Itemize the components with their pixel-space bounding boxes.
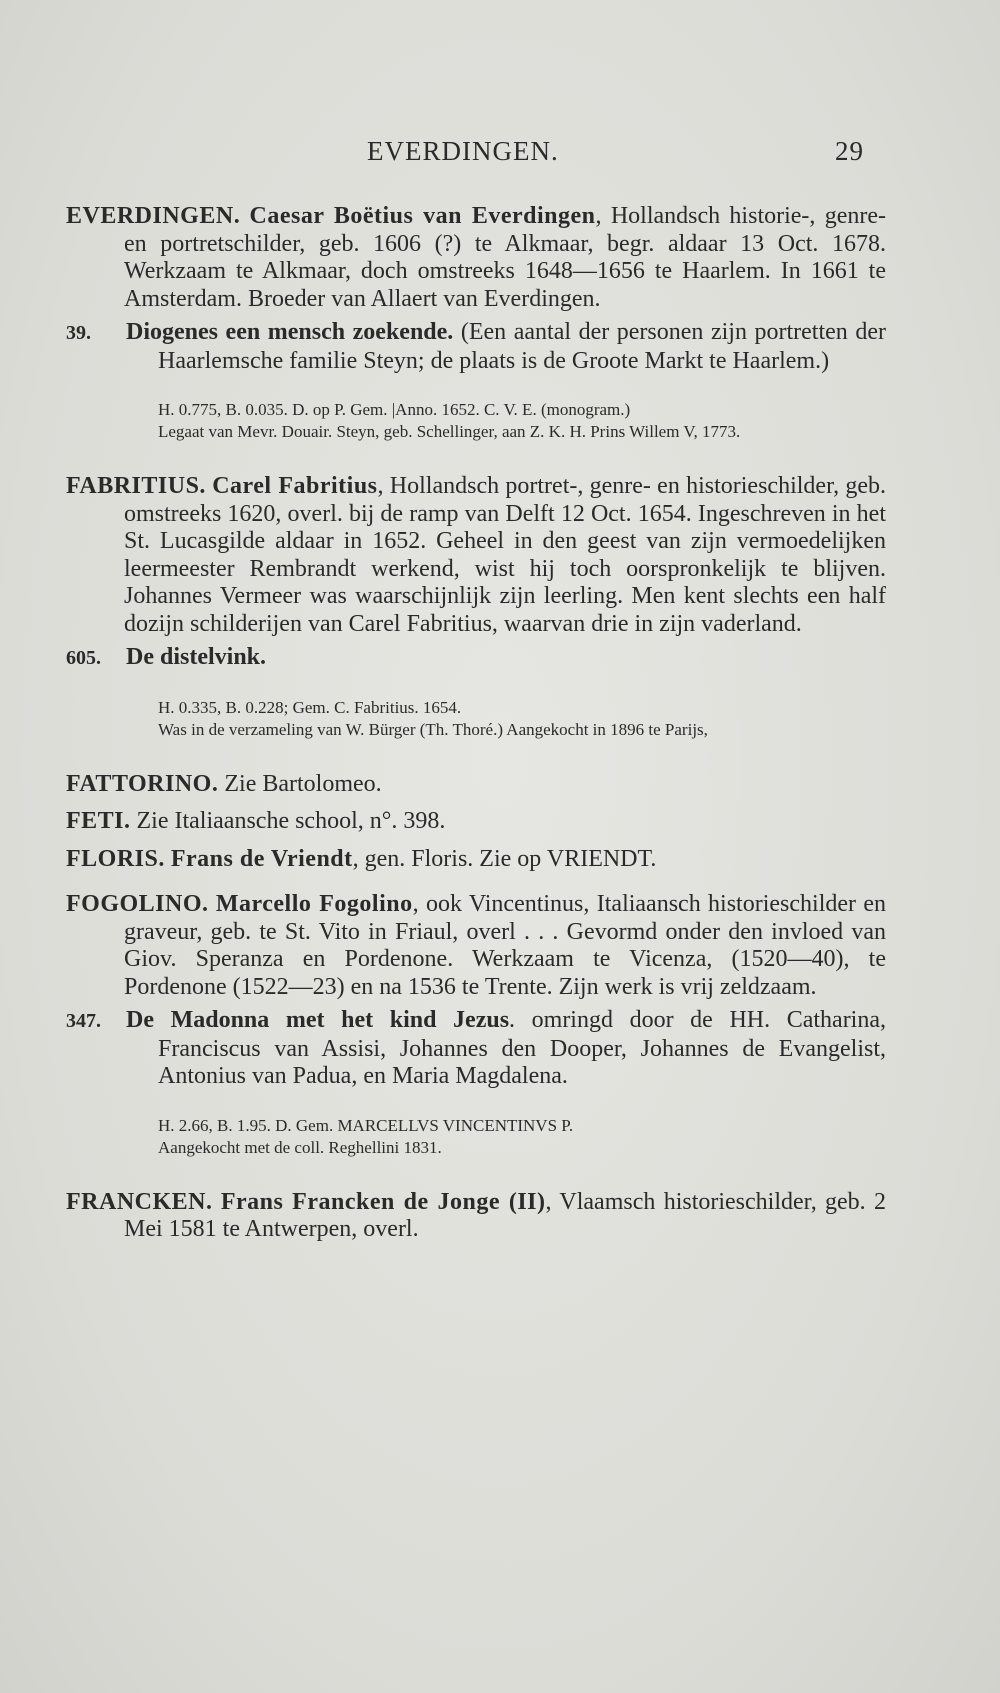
artist-name: FOGOLINO.: [66, 891, 209, 917]
work-item: [66, 319, 886, 375]
header-title: EVERDINGEN.: [367, 136, 559, 166]
artist-name: FLORIS.: [66, 845, 165, 872]
cross-reference: Zie Italiaansche school, n°. 398.: [136, 808, 446, 834]
running-header: [0, 136, 1000, 176]
artist-entry-francken: [66, 1189, 886, 1244]
artist-full-name: Marcello Fogolino: [215, 891, 413, 917]
artist-full-name: Frans de Vriendt: [170, 845, 353, 872]
cross-reference: Zie Bartolomeo.: [224, 770, 382, 797]
catalogue-number: 605.: [66, 647, 101, 669]
artist-paragraph: [66, 846, 886, 874]
artist-name: FABRITIUS.: [66, 473, 206, 499]
artist-paragraph: [66, 203, 886, 313]
work-dimensions: H. 0.775, B. 0.035. D. op P. Gem. |Anno. 1652. C. V. E. (monogram.): [158, 400, 631, 419]
artist-full-name: Carel Fabritius: [212, 473, 378, 499]
work-provenance: Was in de verzameling van W. Bürger (Th. Thoré.) Aangekocht in 1896 te Parijs,: [158, 719, 708, 739]
work-item: [66, 1007, 886, 1091]
work-dimensions: H. 2.66, B. 1.95. D. Gem. MARCELLVS VINCENTINVS P.: [158, 1115, 574, 1135]
artist-bio: , Vlaamsch historieschilder, geb. 2 Mei 1581 te Antwerpen, overl.: [124, 1188, 887, 1242]
artist-paragraph: [66, 473, 886, 638]
artist-entry-fattorino: [66, 771, 886, 799]
work-dimensions: H. 0.335, B. 0.228; Gem. C. Fabritius. 1654.: [158, 697, 462, 717]
artist-entry-floris: [66, 846, 886, 874]
artist-entry-fogolino: [66, 891, 886, 1159]
artist-entry-fabritius: [66, 473, 886, 741]
artist-entry-everdingen: [66, 203, 886, 443]
work-provenance: Aangekocht met de coll. Reghellini 1831.: [158, 1137, 442, 1157]
artist-entry-feti: [66, 808, 886, 836]
artist-name: FRANCKEN.: [66, 1188, 213, 1215]
work-title: De Madonna met het kind Jezus: [126, 1007, 510, 1033]
artist-paragraph: [66, 808, 886, 836]
artist-full-name: Caesar Boëtius van Everdingen: [249, 203, 596, 229]
work-description: (Een aantal der personen zijn portretten der Haarlemsche familie Steyn; de plaats is de Groote Markt te Haarlem.): [158, 319, 886, 374]
catalogue-number: 347.: [66, 1010, 101, 1032]
artist-paragraph: [66, 771, 886, 799]
work-description: . omringd door de HH. Catharina, Franciscus van Assisi, Johannes den Dooper, Johannes de Evangelist, Antonius van Padua, en Maria Magdalena.: [158, 1007, 887, 1089]
catalogue-body: [66, 203, 886, 1244]
page-number: 29: [835, 136, 864, 166]
artist-bio: , ook Vincentinus, Italiaansch historieschilder en graveur, geb. te St. Vito in Friaul, overl . . . Gevormd onder den invloed van Giov. Speranza en Pordenone. Werkzaam te Vicenza, (1520—40), te Pordenone (1522—23) en na 1536 te Trente. Zijn werk is vrij zeldzaam.: [124, 891, 887, 1000]
catalogue-number: 39.: [66, 322, 91, 344]
work-title: Diogenes een mensch zoekende.: [126, 319, 454, 345]
artist-name: FETI.: [66, 808, 131, 834]
artist-paragraph: [66, 891, 886, 1001]
artist-bio: , Hollandsch historie-, genre- en portretschilder, geb. 1606 (?) te Alkmaar, begr. aldaar 13 Oct. 1678. Werkzaam te Alkmaar, doch omstreeks 1648—1656 te Haarlem. In 1661 te Amsterdam. Broeder van Allaert van Everdingen.: [124, 203, 887, 312]
artist-bio: , Hollandsch portret-, genre- en historieschilder, geb. omstreeks 1620, overl. bij de ramp van Delft 12 Oct. 1654. Ingeschreven in het St. Lucasgilde aldaar in 1652. Geheel in den geest van zijn vermoedelijken leermeester Rembrandt werkend, wist hij toch oorspronkelijk te blijven. Johannes Vermeer was waarschijnlijk zijn leerling. Men kent slechts een half dozijn schilderijen van Carel Fabritius, waarvan drie in zijn vaderland.: [124, 473, 887, 637]
work-item: [66, 644, 886, 673]
work-meta: [66, 399, 886, 443]
work-title: De distelvink.: [126, 644, 267, 670]
cross-reference: , gen. Floris. Zie op VRIENDT.: [352, 845, 657, 872]
work-provenance: Legaat van Mevr. Douair. Steyn, geb. Schellinger, aan Z. K. H. Prins Willem V, 1773.: [158, 422, 741, 441]
artist-full-name: Frans Francken de Jonge (II): [220, 1188, 546, 1215]
artist-name: FATTORINO.: [66, 770, 219, 797]
work-meta: [66, 697, 886, 741]
artist-paragraph: [66, 1189, 886, 1244]
work-meta: [66, 1115, 886, 1159]
artist-name: EVERDINGEN.: [66, 203, 241, 229]
